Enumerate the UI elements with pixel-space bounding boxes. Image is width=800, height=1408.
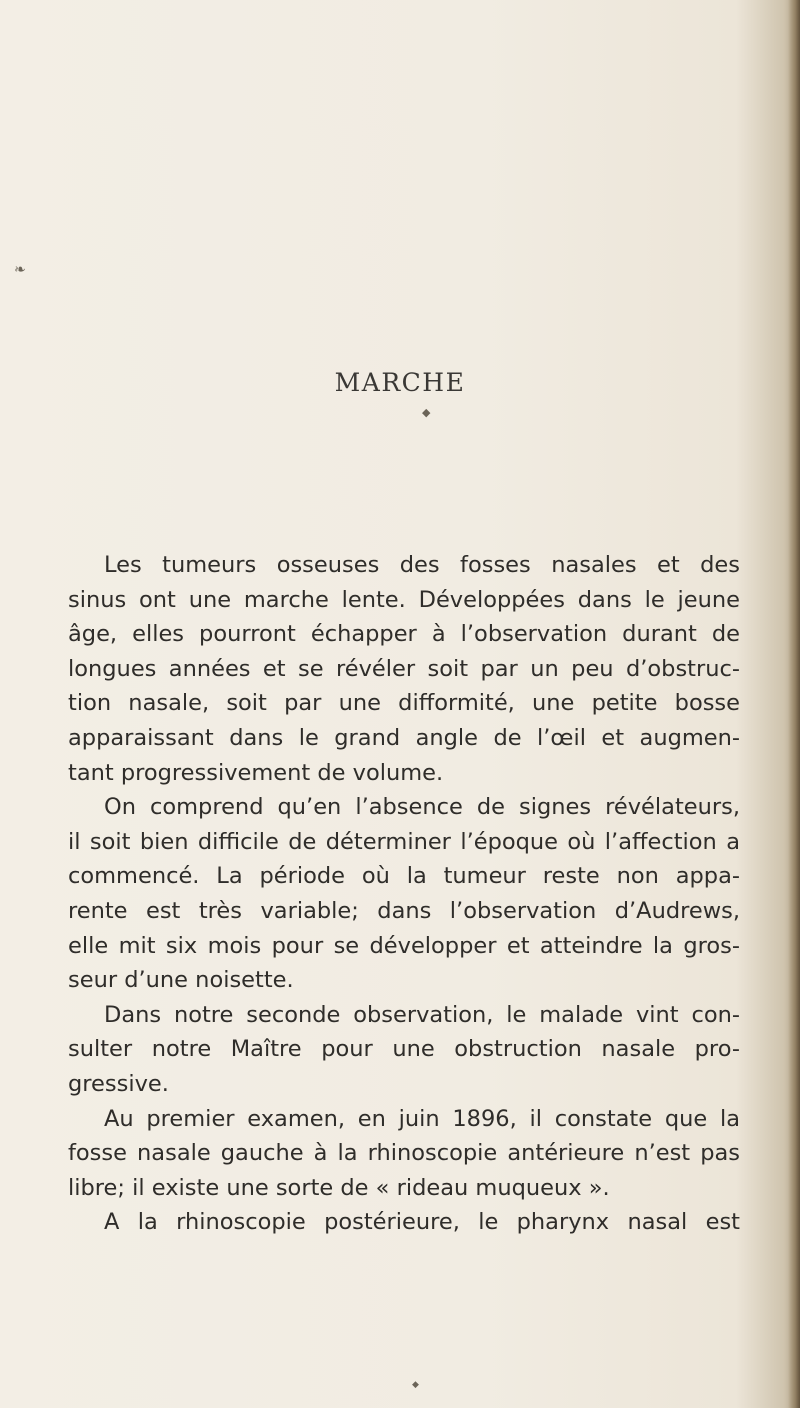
text-line: il soit bien difficile de déterminer l’époque où l’affection a bbox=[68, 828, 740, 855]
text-line: Au premier examen, en juin 1896, il constate que la bbox=[104, 1105, 740, 1132]
text-line: sulter notre Maître pour une obstruction nasale pro- bbox=[68, 1036, 740, 1063]
text-line: tion nasale, soit par une difformité, une petite bosse bbox=[68, 690, 740, 717]
text-line: apparaissant dans le grand angle de l’œil et augmen- bbox=[68, 724, 740, 751]
text-line: seur d’une noisette. bbox=[68, 967, 294, 994]
text-line: tant progressivement de volume. bbox=[68, 759, 444, 786]
text-line: longues années et se révéler soit par un peu d’obstruc- bbox=[68, 655, 740, 682]
stain-mark: ◆ bbox=[422, 406, 431, 419]
stain-mark: ❧ bbox=[14, 262, 26, 278]
body-text bbox=[68, 548, 740, 1240]
text-line: gressive. bbox=[68, 1070, 169, 1097]
text-line: sinus ont une marche lente. Développées dans le jeune bbox=[68, 586, 740, 613]
text-line: Dans notre seconde observation, le malade vint con- bbox=[104, 1001, 740, 1028]
section-heading: MARCHE bbox=[334, 368, 466, 397]
text-line: commencé. La période où la tumeur reste non appa- bbox=[68, 863, 740, 890]
text-line: âge, elles pourront échapper à l’observation durant de bbox=[68, 621, 740, 648]
text-line: rente est très variable; dans l’observation d’Audrews, bbox=[68, 897, 740, 924]
text-line: Les tumeurs osseuses des fosses nasales et des bbox=[104, 552, 740, 578]
text-line: On comprend qu’en l’absence de signes révélateurs, bbox=[104, 794, 740, 821]
text-line: libre; il existe une sorte de « rideau muqueux ». bbox=[68, 1174, 610, 1201]
text-line: elle mit six mois pour se développer et atteindre la gros- bbox=[68, 932, 740, 959]
stain-mark: ◆ bbox=[412, 1380, 419, 1390]
text-line: A la rhinoscopie postérieure, le pharynx nasal est bbox=[104, 1209, 740, 1236]
text-line: fosse nasale gauche à la rhinoscopie antérieure n’est pas bbox=[68, 1140, 740, 1167]
page-edge-shadow bbox=[788, 0, 800, 1408]
